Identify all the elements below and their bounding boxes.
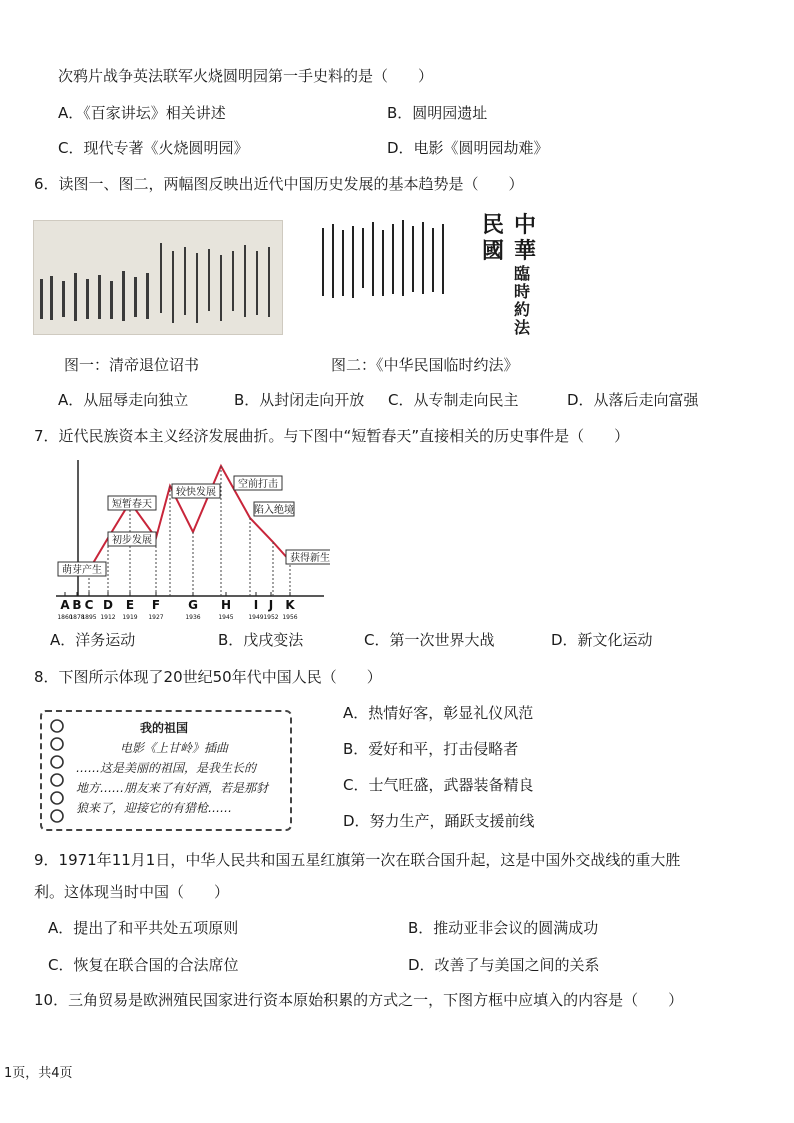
song-lyric-2: 地方……朋友来了有好酒，若是那豺 [76,781,269,795]
stage-label-5: 陷入绝境 [254,505,294,516]
q8-option-b: B．爱好和平，打击侵略者 [343,740,519,758]
capitalism-development-chart [50,456,330,621]
q9-stem-line-1: 9．1971年11月1日，中华人民共和国五星红旗第一次在联合国升起，这是中国外交战线的重大胜 [34,851,681,869]
q6-option-d: D．从落后走向富强 [567,391,699,409]
q10-stem: 10．三角贸易是欧洲殖民国家进行资本原始积累的方式之一，下图方框中应填入的内容是（ ） [34,991,684,1009]
q5-option-c: C．现代专著《火烧圆明园》 [58,139,249,157]
tick-year-5: 1927 [148,614,164,621]
tick-letter-8: I [253,598,259,612]
q6-caption-2: 图二：《中华民国临时约法》 [331,356,519,374]
tick-year-7: 1945 [218,614,234,621]
tick-letter-7: H [220,598,232,612]
q9-option-c: C．恢复在联合国的合法席位 [48,956,239,974]
stage-label-4: 空前打击 [238,479,278,490]
tick-year-8: 1949 [248,614,264,621]
q5-option-d: D．电影《圆明园劫难》 [387,139,549,157]
q6-option-c: C．从专制走向民主 [388,391,519,409]
q6-option-b: B．从封闭走向开放 [234,391,365,409]
q9-option-a: A．提出了和平共处五项原则 [48,919,239,937]
q7-option-d: D．新文化运动 [551,631,653,649]
tick-year-10: 1956 [282,614,298,621]
q8-option-d: D．努力生产，踊跃支援前线 [343,812,535,830]
q7-option-c: C．第一次世界大战 [364,631,495,649]
constitution-title-left: 民國 [482,212,505,264]
spiral-binding-icon [46,716,68,826]
tick-year-9: 1952 [263,614,279,621]
song-title: 我的祖国 [140,721,189,735]
q7-stem: 7．近代民族资本主义经济发展曲折。与下图中“短暂春天”直接相关的历史事件是（ ） [34,427,630,445]
q6-image-constitution [316,210,548,335]
song-lyric-1: ……这是美丽的祖国，是我生长的 [76,761,257,775]
q8-option-a: A．热情好客，彰显礼仪风范 [343,704,534,722]
song-lyric-3: 狼来了，迎接它的有猎枪…… [76,801,233,815]
song-subtitle: 电影《上甘岭》插曲 [120,741,229,755]
tick-letter-0: A [60,598,70,612]
q9-option-b: B．推动亚非会议的圆满成功 [408,919,599,937]
tick-year-6: 1936 [185,614,201,621]
tick-year-2: 1895 [81,614,97,621]
q8-song-card [40,710,292,831]
tick-year-1: 1878 [69,614,85,621]
constitution-title-right: 中華 [514,212,537,264]
constitution-subtitle: 臨時約法 [514,264,531,337]
tick-year-3: 1912 [100,614,116,621]
q7-option-b: B．戊戌变法 [218,631,304,649]
stage-label-2: 短暂春天 [112,499,152,510]
page-footer: 1页，共4页 [4,1066,73,1081]
q7-option-a: A．洋务运动 [50,631,136,649]
q6-option-a: A．从屈辱走向独立 [58,391,189,409]
q8-option-c: C．士气旺盛，武器装备精良 [343,776,534,794]
stage-label-3: 较快发展 [176,487,216,498]
stage-label-0: 萌芽产生 [62,565,102,576]
q6-image-edict [33,220,283,335]
tick-letter-4: E [125,598,135,612]
tick-letter-1: B [72,598,82,612]
tick-letter-9: J [268,598,274,612]
q9-option-d: D．改善了与美国之间的关系 [408,956,600,974]
tick-year-4: 1919 [122,614,138,621]
edict-scroll-text [34,221,282,334]
q5-option-b: B．圆明园遗址 [387,104,488,122]
stage-label-1: 初步发展 [112,535,152,546]
tick-letter-6: G [188,598,198,612]
tick-letter-2: C [84,598,94,612]
tick-letter-10: K [285,598,295,612]
tick-letter-5: F [151,598,161,612]
q9-stem-line-2: 利。这体现当时中国（ ） [34,883,230,901]
tick-year-0: 1860 [57,614,73,621]
stage-label-6: 获得新生 [290,553,330,564]
tick-letter-3: D [103,598,113,612]
q6-caption-1: 图一：清帝退位诏书 [64,356,200,374]
q6-stem: 6．读图一、图二，两幅图反映出近代中国历史发展的基本趋势是（ ） [34,175,524,193]
q5-option-a: A．《百家讲坛》相关讲述 [58,104,226,122]
q5-stem: 次鸦片战争英法联军火烧圆明园第一手史料的是（ ） [58,67,434,85]
q7-chart [50,456,330,621]
q8-stem: 8．下图所示体现了20世纪50年代中国人民（ ） [34,668,382,686]
